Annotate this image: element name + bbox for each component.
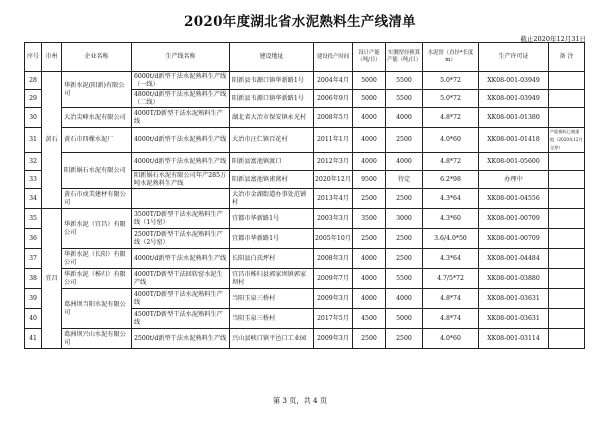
cell-actual: 待定	[386, 171, 423, 189]
cell-address: 宜都市华新路1号	[230, 229, 314, 249]
cell-address: 阳新县富池镇渡口	[230, 153, 314, 171]
cell-address: 兴山县峡口镇平邑口工业园	[230, 329, 314, 349]
cell-seq: 29	[25, 90, 42, 108]
cell-design: 4000	[353, 269, 386, 289]
cell-remark	[549, 108, 585, 128]
header-kiln: 水泥窑（直径*长度m）	[423, 43, 479, 72]
cell-permit: XK08-001-01380	[479, 108, 549, 128]
cell-actual: 5500	[386, 72, 423, 90]
cell-seq: 30	[25, 108, 42, 128]
cell-time: 2011年1月	[314, 128, 353, 153]
table-row	[25, 189, 585, 209]
cell-design: 2500	[353, 329, 386, 349]
table-row	[25, 269, 585, 289]
cell-seq: 38	[25, 269, 42, 289]
cell-kiln: 4.3*60	[423, 209, 479, 229]
table-row	[25, 329, 585, 349]
cell-kiln: 3.6/4.0*50	[423, 229, 479, 249]
cell-actual: 5000	[386, 309, 423, 329]
cell-remark	[549, 171, 585, 189]
cell-design: 4000	[353, 108, 386, 128]
clinker-line-table	[24, 42, 585, 349]
cell-design: 3500	[353, 209, 386, 229]
cell-time: 2005年10月	[314, 229, 353, 249]
cell-seq: 31	[25, 128, 42, 153]
header-city: 市州	[42, 43, 62, 72]
cell-design: 5000	[353, 72, 386, 90]
cell-actual: 2500	[386, 189, 423, 209]
cell-permit: XK08-001-00709	[479, 229, 549, 249]
cell-design: 4000	[353, 249, 386, 269]
header-address: 建设地址	[230, 43, 314, 72]
cell-seq: 33	[25, 171, 42, 189]
cell-design: 2500	[353, 229, 386, 249]
cell-design: 4000	[353, 128, 386, 153]
cell-line: 4500T/D新型干法水泥熟料生产线	[132, 309, 230, 329]
cell-remark	[549, 153, 585, 171]
cell-company: 葛洲坝当阳水泥有限公司	[62, 289, 132, 329]
cell-line: 4000T/D新型干法水泥熟料生产线	[132, 108, 230, 128]
cell-seq: 39	[25, 289, 42, 309]
cell-company: 华新水泥（长阳）有限公司	[62, 249, 132, 269]
cell-remark	[549, 329, 585, 349]
cell-address: 大冶市汪仁镇百花村	[230, 128, 314, 153]
cell-actual: 5500	[386, 269, 423, 289]
table-row	[25, 72, 585, 90]
cell-line: 4000t/d新型干法水泥熟料生产线	[132, 128, 230, 153]
header-seq: 序号	[25, 43, 42, 72]
cell-permit: XK08-001-03631	[479, 289, 549, 309]
cell-kiln: 4.8*72	[423, 108, 479, 128]
cell-remark	[549, 72, 585, 90]
cell-kiln: 4.0*60	[423, 128, 479, 153]
cell-permit: XK08-001-01418	[479, 128, 549, 153]
cell-time: 2008年3月	[314, 249, 353, 269]
cell-line: 3500T/D新型干法水泥熟料生产线（1号窑）	[132, 209, 230, 229]
cell-design: 9500	[353, 171, 386, 189]
cell-design: 4000	[353, 289, 386, 309]
cell-seq: 36	[25, 229, 42, 249]
cell-time: 2017年5月	[314, 309, 353, 329]
cell-permit: XK08-001-03949	[479, 72, 549, 90]
cell-seq: 34	[25, 189, 42, 209]
header-design-capacity: 设计产能（吨/日）	[353, 43, 386, 72]
cell-company: 阳新娲石水泥有限公司	[62, 153, 132, 189]
cell-actual: 3000	[386, 209, 423, 229]
cell-kiln: 5.0*72	[423, 90, 479, 108]
header-remark: 备 注	[549, 43, 585, 72]
cell-remark	[549, 229, 585, 249]
cell-line: 4800t/d新型干法水泥熟料生产线（二线）	[132, 90, 230, 108]
cell-time: 2006年9月	[314, 90, 353, 108]
cell-line: 4000T/D新型干法水泥熟料生产线	[132, 289, 230, 309]
cell-company: 华新水泥（秭归）有限公司	[62, 269, 132, 289]
cell-design: 4500	[353, 309, 386, 329]
table-header-row	[25, 43, 585, 72]
cell-time: 2009年3月	[314, 289, 353, 309]
cell-line: 4000t/d新型干法水泥熟料生产线	[132, 249, 230, 269]
header-permit: 生产许可证	[479, 43, 549, 72]
cell-permit: 办理中	[479, 171, 549, 189]
cell-actual: 2500	[386, 329, 423, 349]
cell-seq: 37	[25, 249, 42, 269]
cell-design: 4000	[353, 153, 386, 171]
cell-remark	[549, 209, 585, 229]
table-row	[25, 209, 585, 229]
cell-time: 2003年3月	[314, 209, 353, 229]
cell-line: 4000T/D新型干法回转窑水泥生产线	[132, 269, 230, 289]
cell-kiln: 4.0*60	[423, 329, 479, 349]
cell-remark	[549, 269, 585, 289]
header-company: 企业名称	[62, 43, 132, 72]
cell-time: 2008年5月	[314, 108, 353, 128]
cell-line	[132, 189, 230, 209]
cell-kiln: 5.0*72	[423, 72, 479, 90]
cell-permit: XK08-001-04556	[479, 189, 549, 209]
cell-address: 当阳玉泉三桥村	[230, 289, 314, 309]
cell-line: 4000t/d新型干法水泥熟料生产线	[132, 153, 230, 171]
cell-line: 2500T/D新型干法水泥熟料生产线（2号窑）	[132, 229, 230, 249]
cell-time: 2004年4月	[314, 72, 353, 90]
cell-permit: XK08-001-03949	[479, 90, 549, 108]
cell-kiln: 4.8*74	[423, 309, 479, 329]
table-row	[25, 128, 585, 153]
cell-remark: 产能指标已被重组（2020年12月全停）	[549, 128, 585, 153]
cell-kiln: 4.3*64	[423, 249, 479, 269]
cell-permit: XK08-001-03880	[479, 269, 549, 289]
cell-kiln: 4.3*64	[423, 189, 479, 209]
cell-actual: 4000	[386, 108, 423, 128]
cell-permit: XK08-001-05600	[479, 153, 549, 171]
table-row	[25, 249, 585, 269]
cell-time: 2013年4月	[314, 189, 353, 209]
cell-seq: 35	[25, 209, 42, 229]
header-actual-capacity: 实测窑径换算产能（吨/日）	[386, 43, 423, 72]
table-row	[25, 289, 585, 309]
cell-company: 黄石市戍美建材有限公司	[62, 189, 132, 209]
header-time: 建设投产时间	[314, 43, 353, 72]
cell-kiln: 4.7/5*72	[423, 269, 479, 289]
cell-seq: 32	[25, 153, 42, 171]
cell-seq: 28	[25, 72, 42, 90]
cell-seq: 40	[25, 309, 42, 329]
cell-actual: 2500	[386, 249, 423, 269]
table-row	[25, 153, 585, 171]
cell-time: 2009年7月	[314, 269, 353, 289]
cell-line: 2500t/d新型干法水泥熟料生产线	[132, 329, 230, 349]
cell-city-huangshi: 黄石	[42, 72, 62, 209]
cell-permit: XK08-001-04484	[479, 249, 549, 269]
cell-line: 阳新娲石水泥有限公司年产285万吨水泥熟料生产线	[132, 171, 230, 189]
cell-actual: 5500	[386, 90, 423, 108]
cell-permit: XK08-001-03631	[479, 309, 549, 329]
cell-company: 黄石市四棵水泥厂	[62, 128, 132, 153]
cell-address: 当阳玉泉三桥村	[230, 309, 314, 329]
cell-address: 大冶市金湖街道办事处范铺村	[230, 189, 314, 209]
cell-seq: 41	[25, 329, 42, 349]
cell-design: 2500	[353, 189, 386, 209]
cell-address: 阳新县韦源口镇华新路1号	[230, 72, 314, 90]
cell-remark	[549, 249, 585, 269]
cell-time: 2012年3月	[314, 153, 353, 171]
cell-actual: 2500	[386, 128, 423, 153]
cell-actual: 4000	[386, 153, 423, 171]
cell-remark	[549, 309, 585, 329]
cell-address: 长阳县白氏坪村	[230, 249, 314, 269]
cell-remark	[549, 90, 585, 108]
table-row	[25, 108, 585, 128]
header-line: 生产线名称	[132, 43, 230, 72]
cell-city-yichang: 宜昌	[42, 209, 62, 349]
cell-address: 湖北省大冶市保安镇永光村	[230, 108, 314, 128]
cell-kiln: 4.8*74	[423, 289, 479, 309]
cell-permit: XK08-001-00709	[479, 209, 549, 229]
cell-address: 宜昌市秭归县郭家坝镇郭家坝村	[230, 269, 314, 289]
cell-address: 阳新县韦源口镇华新路1号	[230, 90, 314, 108]
cell-company: 葛洲坝兴山水泥有限公司	[62, 329, 132, 349]
cell-time: 2009年3月	[314, 329, 353, 349]
cell-actual: 2500	[386, 229, 423, 249]
cell-design: 5000	[353, 90, 386, 108]
document-title: 2020年度湖北省水泥熟料生产线清单	[184, 14, 416, 30]
cell-remark	[549, 289, 585, 309]
cell-kiln: 4.8*72	[423, 153, 479, 171]
page-footer: 第 3 页，共 4 页	[272, 396, 328, 405]
cell-address: 宜都市华新路1号	[230, 209, 314, 229]
cell-company: 华新水泥（宜昌）有限公司	[62, 209, 132, 249]
cell-remark	[549, 189, 585, 209]
cutoff-date: 截止2020年12月31日	[520, 35, 586, 43]
cell-kiln: 6.2*98	[423, 171, 479, 189]
cell-actual: 4000	[386, 289, 423, 309]
cell-line: 6000t/d新型干法水泥熟料生产线（一线）	[132, 72, 230, 90]
cell-company: 大冶尖峰水泥有限公司	[62, 108, 132, 128]
cell-time: 2020年12月	[314, 171, 353, 189]
cell-permit: XK08-001-03114	[479, 329, 549, 349]
cell-company: 华新水泥(阳新)有限公司	[62, 72, 132, 108]
cell-address: 阳新县富池镇雀窝村	[230, 171, 314, 189]
